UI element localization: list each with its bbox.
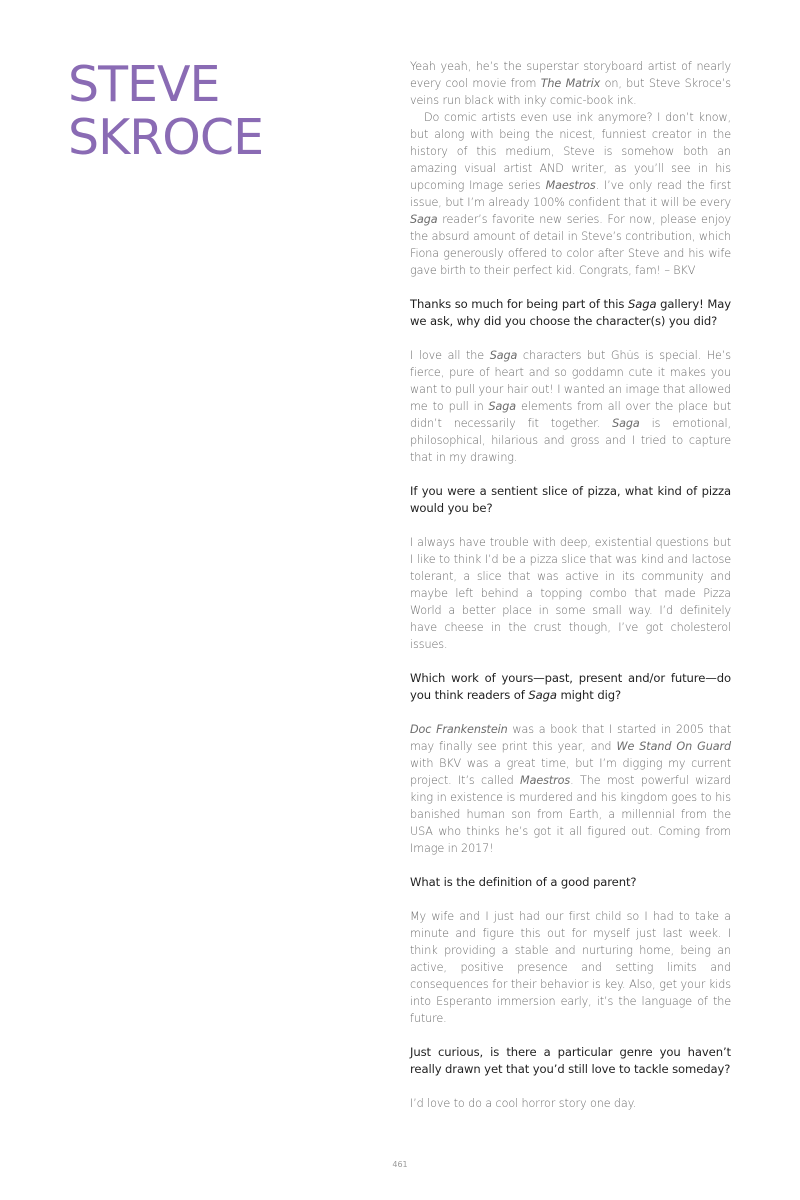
answer-3: Doc Frankenstein was a book that I started in 2005 that may finally see print this year, and We Stand On Guard with BKV was a great time, but I’m digging my current project. It’s called Maestros. The most powerful wizard king in existence is murdered and his kingdom goes to his banished human son from Earth, a millennial from the USA who thinks he’s got it all figured out. Coming from Image in 2017! xyxy=(410,723,732,855)
page-title xyxy=(68,58,263,164)
intro-paragraph-1: Yeah yeah, he’s the superstar storyboard artist of nearly every cool movie from The Matrix on, but Steve Skroce’s veins run black with inky comic-book ink. xyxy=(410,60,731,107)
question-1: Thanks so much for being part of this Saga gallery! May we ask, why did you choose the character(s) you did? xyxy=(410,297,731,328)
title-line-1: STEVE xyxy=(68,56,220,113)
answer-2: I always have trouble with deep, existential questions but I like to think I’d be a pizza slice that was kind and lactose tolerant, a slice that was active in its community and maybe left behind a topping combo that made Pizza World a better place in some small way. I’d definitely have cheese in the crust though, I’ve got cholesterol issues. xyxy=(410,536,731,651)
question-5: Just curious, is there a particular genre you haven’t really drawn yet that you’d still love to tackle someday? xyxy=(410,1045,731,1076)
question-2: If you were a sentient slice of pizza, what kind of pizza would you be? xyxy=(410,484,731,515)
title-line-2: SKROCE xyxy=(68,109,264,166)
question-4: What is the definition of a good parent? xyxy=(410,875,637,889)
intro-paragraph-2: Do comic artists even use ink anymore? I don’t know, but along with being the nicest, funniest creator in the history of this medium, Steve is somehow both an amazing visual artist AND writer, as you’ll see in his upcoming Image series Maestros. I’ve only read the first issue, but I’m already 100% confident that it will be every Saga reader’s favorite new series. For now, please enjoy the absurd amount of detail in Steve’s contribution, which Fiona generously offered to color after Steve and his wife gave birth to their perfect kid. Congrats, fam! – BKV xyxy=(410,111,731,277)
page-number: 461 xyxy=(392,1160,408,1169)
interview-column xyxy=(410,58,731,1112)
answer-4: My wife and I just had our first child so I had to take a minute and figure this out for myself just last week. I think providing a stable and nurturing home, being an active, positive presence and setting limits and consequences for their behavior is key. Also, get your kids into Esperanto immersion early, it’s the language of the future. xyxy=(410,910,731,1025)
question-3: Which work of yours—past, present and/or future—do you think readers of Saga might dig? xyxy=(410,671,731,702)
answer-5: I’d love to do a cool horror story one day. xyxy=(410,1097,637,1110)
answer-1: I love all the Saga characters but Ghüs is special. He’s fierce, pure of heart and so goddamn cute it makes you want to pull your hair out! I wanted an image that allowed me to pull in Saga elements from all over the place but didn’t necessarily fit together. Saga is emotional, philosophical, hilarious and gross and I tried to capture that in my drawing. xyxy=(410,349,731,464)
